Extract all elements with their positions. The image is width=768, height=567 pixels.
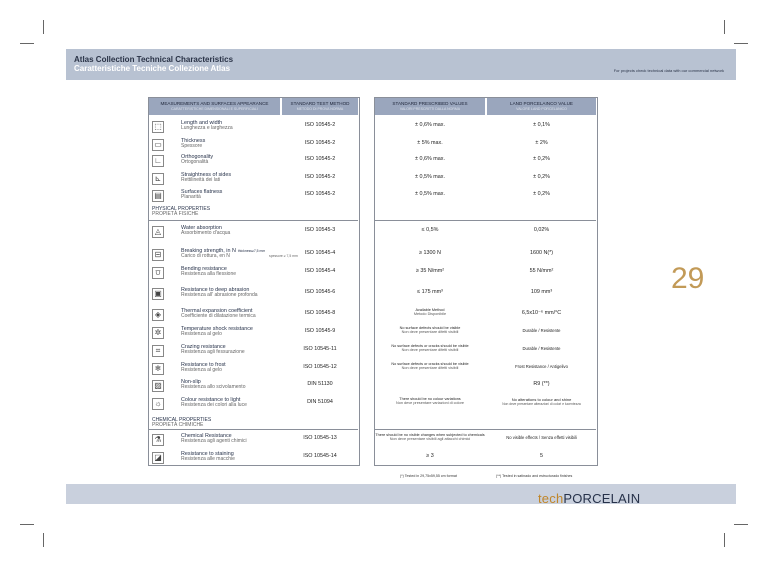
prescribed-main: ≤ 175 mm³	[417, 289, 443, 295]
property-label	[181, 287, 258, 298]
property-name: Thermal expansion coefficient	[181, 308, 253, 314]
prescribed-sub: Non deve presentare variazioni di colore	[396, 401, 464, 405]
section-divider	[375, 429, 596, 430]
prescribed-main: ≥ 3	[426, 453, 434, 459]
property-label	[181, 433, 247, 444]
property-label	[181, 379, 245, 390]
test-method: ISO 10545-13	[303, 435, 337, 441]
property-name: Surfaces flatness	[181, 189, 223, 195]
property-label	[181, 248, 298, 259]
prescribed-main: Available Method	[415, 308, 445, 312]
land-value-main: 0,02%	[533, 227, 550, 233]
land-value-main: 5	[540, 453, 543, 459]
property-name-it: Resistenza dei colori alla luce	[181, 402, 247, 408]
crop-mark	[724, 533, 725, 547]
prescribed-main: There should be no visible changes when subjected to chemicals	[375, 433, 485, 437]
land-value	[487, 191, 596, 197]
property-name-it: Ortogonalità	[181, 159, 209, 165]
prescribed-main: No surface defects or cracks should be visible	[391, 344, 469, 348]
property-label	[181, 326, 253, 337]
property-name-it: Lunghezza e larghezza	[181, 125, 233, 131]
test-method: ISO 10545-11	[303, 346, 337, 352]
prescribed-value	[375, 397, 485, 405]
chemical-section-label: CHEMICAL PROPERTIES PROPIETÀ CHIMICHE	[152, 417, 212, 428]
property-name: Breaking strength, in N	[181, 248, 236, 254]
land-value-main: 55 N/mm²	[529, 268, 554, 274]
property-label	[181, 451, 235, 462]
property-name: Bending resistance	[181, 266, 227, 272]
crop-mark	[20, 43, 34, 44]
section-divider	[149, 429, 358, 430]
property-name: Thickness	[181, 138, 206, 144]
prescribed-main: No surface defects should be visible	[399, 326, 461, 330]
brand-logo: techPORCELAIN	[538, 491, 641, 506]
prescribed-sub: Non deve presentare difetti visibili	[401, 366, 459, 370]
property-name: Resistance to staining	[181, 451, 234, 457]
page-subtitle: Caratteristiche Tecniche Collezione Atlas	[74, 64, 231, 73]
prescribed-main: ± 0,5% max.	[415, 191, 445, 197]
property-label	[181, 120, 233, 131]
right-table	[374, 97, 598, 466]
land-value-main: ± 0,2%	[533, 174, 550, 180]
test-method: ISO 10545-2	[304, 156, 336, 162]
property-name-it: Carico di rottura, en N	[181, 253, 230, 259]
footnote-finishes: (**) Tested in satinado and estructurado finishes	[496, 474, 573, 478]
land-value	[487, 140, 596, 146]
property-label	[181, 266, 236, 277]
page-number: 29	[671, 262, 705, 295]
prescribed-main: There should be no colour variations	[399, 397, 461, 401]
property-name-it: Resistenza allo scivolamento	[181, 384, 246, 390]
prescribed-main: ≤ 0,5%	[421, 227, 439, 233]
property-label	[181, 225, 230, 236]
prescribed-sub: Non deve presentare difetti visibili	[401, 348, 459, 352]
prescribed-main: ± 0,6% max.	[415, 122, 445, 128]
test-method: ISO 10545-9	[304, 328, 336, 334]
land-value-main: 6,5x10⁻⁶ mm/°C	[521, 310, 562, 316]
prescribed-value	[375, 433, 485, 441]
property-name-it: Resistenza alla flessione	[181, 271, 237, 277]
property-name-it: Resistenza alle macchie	[181, 456, 235, 462]
straightness-icon: ⊾	[152, 173, 164, 185]
prescribed-value	[375, 140, 485, 146]
land-value	[487, 268, 596, 274]
property-name: Straightness of sides	[181, 172, 232, 178]
property-name: Temperature shock resistance	[181, 326, 253, 332]
colour-light-icon: ☼	[152, 398, 164, 410]
prescribed-main: ± 0,5% max.	[415, 174, 445, 180]
physical-section-label: PHYSICAL PROPERTIES PROPIETÀ FISICHE	[152, 206, 211, 217]
test-method: ISO 10545-14	[303, 453, 337, 459]
prescribed-main: ± 5% max.	[417, 140, 443, 146]
crop-mark	[734, 43, 748, 44]
prescribed-value	[375, 122, 485, 128]
property-label	[181, 344, 245, 355]
property-label	[181, 154, 213, 165]
orthogonality-icon: ∟	[152, 155, 164, 167]
property-note: thickness≥7,5 mm	[237, 249, 266, 253]
property-label	[181, 189, 222, 200]
property-label	[181, 397, 247, 408]
land-value	[487, 156, 596, 162]
land-value-main: R9 (**)	[533, 381, 550, 387]
property-label	[181, 362, 226, 373]
property-name: Resistance to frost	[181, 362, 226, 368]
land-value	[487, 310, 596, 316]
property-name-it: Rettilineità dei lati	[181, 177, 221, 183]
property-name: Orthogonality	[181, 154, 214, 160]
test-method: ISO 10545-3	[304, 227, 336, 233]
prescribed-value	[375, 326, 485, 334]
frost-icon: ❄	[152, 363, 164, 375]
prescribed-value	[375, 250, 485, 256]
prescribed-sub: Metodo Disponibile	[413, 312, 447, 316]
test-method: ISO 10545-4	[304, 268, 336, 274]
land-value	[487, 122, 596, 128]
property-name-it: Coefficiente di dilatazione termica	[181, 313, 256, 319]
land-value	[487, 397, 596, 406]
land-value-main: ± 0,2%	[533, 191, 550, 197]
crazing-icon: ⌗	[152, 345, 164, 357]
test-method: ISO 10545-2	[304, 174, 336, 180]
land-value-main: ± 2%	[535, 140, 548, 146]
thickness-icon: ▭	[152, 139, 164, 151]
property-name: Chemical Resistance	[181, 433, 232, 439]
crop-mark	[724, 20, 725, 34]
property-name: Crazing resistance	[181, 344, 226, 350]
prescribed-value	[375, 227, 485, 233]
crop-mark	[734, 524, 748, 525]
breaking-strength-icon: ⊟	[152, 249, 164, 261]
prescribed-main: ≥ 1300 N	[419, 250, 441, 256]
land-value	[487, 435, 596, 441]
prescribed-main: ± 0,6% max.	[415, 156, 445, 162]
header-note: For projects check technical data with our commercial network	[613, 68, 724, 73]
property-name-it: Spessore	[181, 143, 203, 149]
test-method: ISO 10545-2	[304, 140, 336, 146]
prescribed-value	[375, 174, 485, 180]
property-name-it: Resistenza all' abrasione profonda	[181, 292, 258, 298]
test-method: DIN 51130	[307, 381, 333, 387]
land-value	[487, 289, 596, 295]
property-label	[181, 308, 256, 319]
prescribed-sub: Non deve presentare difetti visibili	[401, 330, 459, 334]
land-value	[487, 227, 596, 233]
property-name-it: Assorbimento d'acqua	[181, 230, 231, 236]
footnote-format: (*) Tested in 29,75x59,55 cm format	[400, 474, 457, 478]
chemical-resistance-icon: ⚗	[152, 434, 164, 446]
column-header-prescribed: STANDARD PRESCRIBED VALUES VALORI PRESCRITTI DALLA NORMA	[375, 98, 485, 115]
land-value-main: ± 0,1%	[533, 122, 550, 128]
section-divider	[149, 220, 358, 221]
property-name-it: Resistenza agli agenti chimici	[181, 438, 247, 444]
crop-mark	[43, 533, 44, 547]
section-divider	[375, 220, 596, 221]
prescribed-value	[375, 453, 485, 459]
property-name: Colour resistance to light	[181, 397, 241, 403]
land-value	[487, 453, 596, 459]
land-value-main: No visible effects / Senza effetti visibili	[506, 435, 577, 440]
land-value-main: No alterations to colour and shine	[511, 397, 572, 402]
land-value-main: 109 mm³	[530, 289, 553, 295]
property-name: Water absorption	[181, 225, 222, 231]
property-label	[181, 138, 205, 149]
prescribed-value	[375, 362, 485, 370]
flatness-icon: ▤	[152, 190, 164, 202]
property-name-it: Resistenza al gelo	[181, 367, 222, 373]
prescribed-value	[375, 289, 485, 295]
column-header-test-method: STANDARD TEST METHOD METODO DI PROVA NORMA	[282, 98, 358, 115]
land-value	[487, 346, 596, 352]
left-table	[148, 97, 360, 466]
prescribed-value	[375, 191, 485, 197]
prescribed-main: No surface defects or cracks should be visible	[391, 362, 469, 366]
prescribed-value	[375, 268, 485, 274]
test-method: ISO 10545-4	[304, 250, 336, 256]
property-name-it: Resistenza al gelo	[181, 331, 222, 337]
thermal-expansion-icon: ◈	[152, 309, 164, 321]
land-value	[487, 381, 596, 387]
test-method: ISO 10545-8	[304, 310, 336, 316]
land-value-main: ± 0,2%	[533, 156, 550, 162]
land-value-main: Durable / Resistente	[522, 346, 561, 351]
water-absorption-icon: ◬	[152, 226, 164, 238]
property-name: Length and width	[181, 120, 223, 126]
prescribed-value	[375, 344, 485, 352]
abrasion-icon: ▣	[152, 288, 164, 300]
crop-mark	[20, 524, 34, 525]
bending-resistance-icon: ⩌	[152, 267, 164, 279]
crop-mark	[43, 20, 44, 34]
prescribed-value	[375, 308, 485, 316]
header-band	[66, 49, 736, 80]
land-value	[487, 174, 596, 180]
property-label	[181, 172, 231, 183]
test-method: ISO 10545-6	[304, 289, 336, 295]
land-value	[487, 250, 596, 256]
test-method: DIN 51094	[307, 399, 333, 405]
thermal-shock-icon: ✲	[152, 327, 164, 339]
land-value	[487, 364, 596, 370]
property-name-it: Resistenza agli fessurazione	[181, 349, 245, 355]
column-header-land-value: LAND PORCELAINCO VALUE VALORE LAND PORCELANICO	[487, 98, 596, 115]
non-slip-icon: ▨	[152, 380, 164, 392]
property-name: Non-slip	[181, 379, 201, 385]
property-name-it: Planarità	[181, 194, 201, 200]
land-value-main: 1600 N(*)	[529, 250, 554, 256]
test-method: ISO 10545-2	[304, 191, 336, 197]
column-header-measurements: MEASUREMENTS AND SURFACES APPEARANCE CARATTERISTICHE DIMENSIONALI E SUPERFICIALI	[149, 98, 280, 115]
page-title: Atlas Collection Technical Characteristics	[74, 55, 234, 64]
length-width-icon: ⬚	[152, 121, 164, 133]
property-name: Resistance to deep abrasion	[181, 287, 250, 293]
test-method: ISO 10545-2	[304, 122, 336, 128]
prescribed-sub: Non deve presentare visibili agli attacchi chimici	[389, 437, 471, 441]
prescribed-value	[375, 156, 485, 162]
land-value-main: Durable / Resistente	[522, 328, 561, 333]
land-value	[487, 328, 596, 334]
prescribed-main: ≥ 35 N/mm²	[415, 268, 445, 274]
test-method: ISO 10545-12	[303, 364, 337, 370]
land-value-sub: Non deve presentare alterazioni di colori e lucentezza	[502, 402, 581, 406]
property-note-it: spessore ≥ 7,5 mm	[269, 254, 298, 258]
land-value-main: Frost Resistance / Antigelivo	[515, 364, 568, 369]
staining-icon: ◪	[152, 452, 164, 464]
